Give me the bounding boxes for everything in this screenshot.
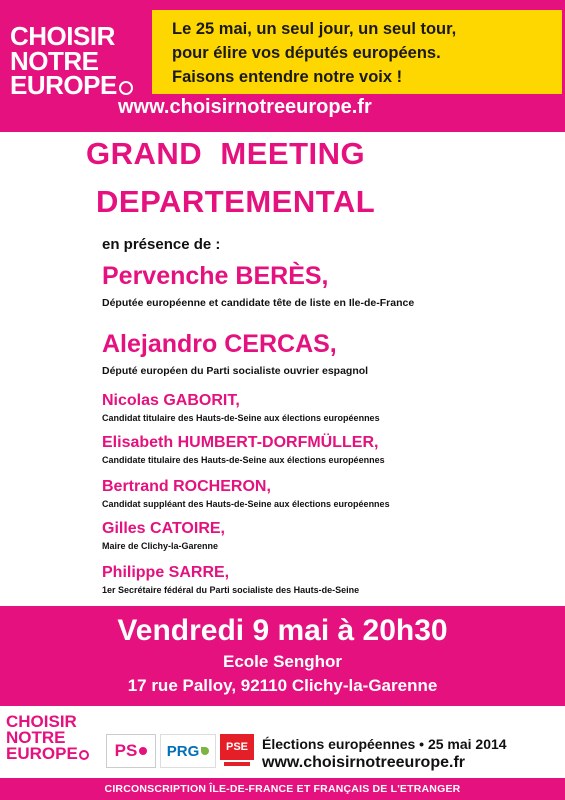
- event-date: Vendredi 9 mai à 20h30: [117, 614, 448, 647]
- circonscription-banner: CIRCONSCRIPTION ÎLE-DE-FRANCE ET FRANÇAIS DE L'ETRANGER: [0, 778, 565, 800]
- choisir-notre-europe-logo: [10, 21, 160, 101]
- speaker-1: [102, 262, 557, 309]
- speaker-2: [102, 330, 557, 377]
- header-url: www.choisirnotreeurope.fr: [118, 96, 372, 118]
- prg-logo: [160, 734, 216, 768]
- speaker-role: Candidat suppléant des Hauts-de-Seine aux élections européennes: [102, 499, 390, 509]
- logo-line-3: EUROPE: [10, 73, 160, 98]
- speaker-name: Elisabeth HUMBERT-DORFMÜLLER,: [102, 434, 379, 451]
- leaf-icon: [201, 747, 209, 755]
- presence-label: en présence de :: [102, 236, 221, 253]
- speaker-role: Candidat titulaire des Hauts-de-Seine aux élections européennes: [102, 413, 380, 423]
- pse-stripe-icon: [224, 762, 250, 766]
- elections-label: Élections européennes • 25 mai 2014: [262, 736, 507, 752]
- pse-logo: [220, 734, 254, 760]
- speaker-name: Gilles CATOIRE,: [102, 520, 225, 537]
- tagline-box: [152, 10, 562, 94]
- footer-logo-line-1: CHOISIR: [6, 712, 77, 731]
- speaker-name: Philippe SARRE,: [102, 564, 230, 581]
- footer-logo: [6, 714, 106, 762]
- event-address: 17 rue Palloy, 92110 Clichy-la-Garenne: [127, 676, 438, 695]
- tagline-line-3: Faisons entendre notre voix !: [172, 68, 403, 86]
- logo-line-1: CHOISIR: [10, 21, 115, 51]
- speaker-4: [102, 434, 557, 465]
- speaker-role: Candidate titulaire des Hauts-de-Seine aux élections européennes: [102, 455, 385, 465]
- footer-logo-line-2: NOTRE: [6, 728, 66, 748]
- footer-logo-line-3: EUROPE: [6, 746, 106, 762]
- title-line-1: GRAND MEETING: [86, 136, 366, 171]
- logo-line-2: NOTRE: [10, 45, 99, 76]
- event-venue: Ecole Senghor: [222, 652, 343, 671]
- speaker-3: [102, 392, 557, 423]
- event-banner: [0, 606, 565, 706]
- tagline-line-2: pour élire vos députés européens.: [172, 44, 441, 62]
- footer-url: www.choisirnotreeurope.fr: [262, 754, 465, 771]
- speaker-name: Alejandro CERCAS,: [102, 330, 337, 358]
- hand-icon: [79, 750, 89, 760]
- ps-logo: [106, 734, 156, 768]
- hand-icon: [119, 81, 133, 95]
- speaker-6: [102, 520, 557, 551]
- prg-label: PRG: [166, 742, 200, 760]
- tagline-line-1: Le 25 mai, un seul jour, un seul tour,: [172, 20, 457, 38]
- title-line-2: DEPARTEMENTAL: [96, 184, 376, 219]
- speaker-7: [102, 564, 557, 595]
- speaker-name: Pervenche BERÈS,: [102, 262, 329, 290]
- speaker-5: [102, 478, 557, 509]
- speaker-role: Maire de Clichy-la-Garenne: [102, 541, 219, 551]
- speaker-role: Député européen du Parti socialiste ouvrier espagnol: [102, 365, 369, 377]
- pse-label: PSE: [225, 741, 248, 753]
- header-banner: [0, 0, 565, 132]
- speaker-role: 1er Secrétaire fédéral du Parti socialiste des Hauts-de-Seine: [102, 585, 360, 595]
- rose-icon: [139, 747, 147, 755]
- speaker-role: Députée européenne et candidate tête de liste en Ile-de-France: [102, 297, 415, 309]
- ps-label: PS: [114, 741, 138, 760]
- speaker-name: Bertrand ROCHERON,: [102, 478, 271, 495]
- speaker-name: Nicolas GABORIT,: [102, 392, 240, 409]
